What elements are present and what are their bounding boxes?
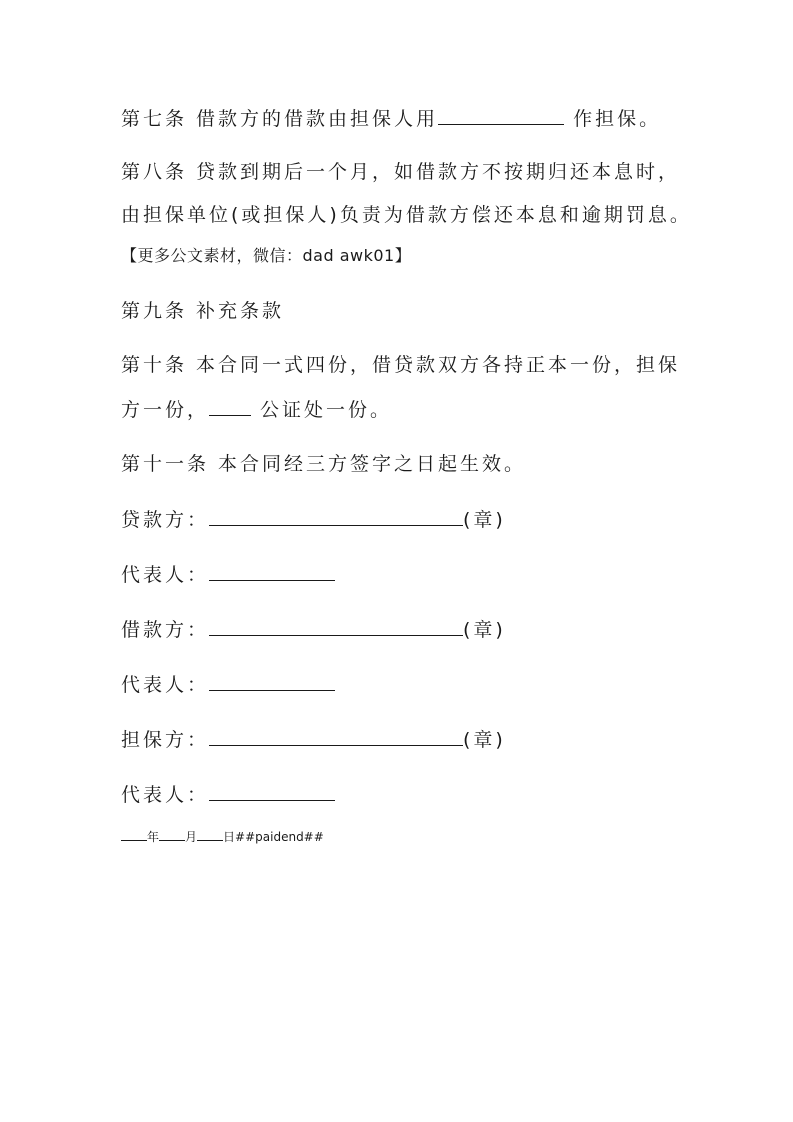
article-10-line-2-tail: 公证处一份。: [251, 399, 393, 421]
article-11: 第十一条 本合同经三方签字之日起生效。: [121, 453, 527, 475]
month-blank: [159, 828, 185, 841]
article-7: [121, 106, 661, 131]
signature-borrower-rep: [121, 672, 335, 697]
article-7-text: 第七条 借款方的借款由担保人用: [121, 108, 439, 130]
month-label: 月: [185, 830, 198, 844]
signature-blank: [209, 672, 335, 691]
signature-lender: [121, 507, 506, 532]
signature-label: 代表人：: [121, 674, 210, 696]
signature-blank: [209, 727, 463, 746]
seal-label: (章): [463, 509, 506, 531]
year-blank: [121, 828, 147, 841]
seal-label: (章): [463, 729, 506, 751]
day-label: 日: [223, 830, 236, 844]
signature-lender-rep: [121, 562, 335, 587]
promo-note: 【更多公文素材，微信：dad awk01】: [121, 246, 412, 265]
day-blank: [197, 828, 223, 841]
signature-label: 贷款方：: [121, 509, 210, 531]
year-label: 年: [147, 830, 160, 844]
signature-blank: [209, 617, 463, 636]
article-7-tail: 作担保。: [564, 108, 662, 130]
end-marker: ##paidend##: [235, 830, 324, 844]
signature-blank: [209, 507, 463, 526]
article-9: 第九条 补充条款: [121, 300, 285, 322]
signature-guarantor: [121, 727, 506, 752]
article-8-line-2: 由担保单位(或担保人)负责为借款方偿还本息和逾期罚息。: [121, 204, 692, 226]
signature-label: 担保方：: [121, 729, 210, 751]
signature-label: 借款方：: [121, 619, 210, 641]
article-10-line-2-text: 方一份，: [121, 399, 210, 421]
guarantor-copy-blank: [209, 397, 251, 416]
article-10-line-2: [121, 397, 392, 422]
seal-label: (章): [463, 619, 506, 641]
signature-label: 代表人：: [121, 564, 210, 586]
signature-borrower: [121, 617, 506, 642]
date-line: [121, 828, 324, 846]
signature-blank: [209, 562, 335, 581]
article-10-line-1: 第十条 本合同一式四份，借贷款双方各持正本一份，担保: [121, 354, 681, 376]
article-8-line-1: 第八条 贷款到期后一个月，如借款方不按期归还本息时，: [121, 161, 681, 183]
signature-label: 代表人：: [121, 784, 210, 806]
signature-guarantor-rep: [121, 782, 335, 807]
guarantee-collateral-blank: [438, 106, 564, 125]
signature-blank: [209, 782, 335, 801]
